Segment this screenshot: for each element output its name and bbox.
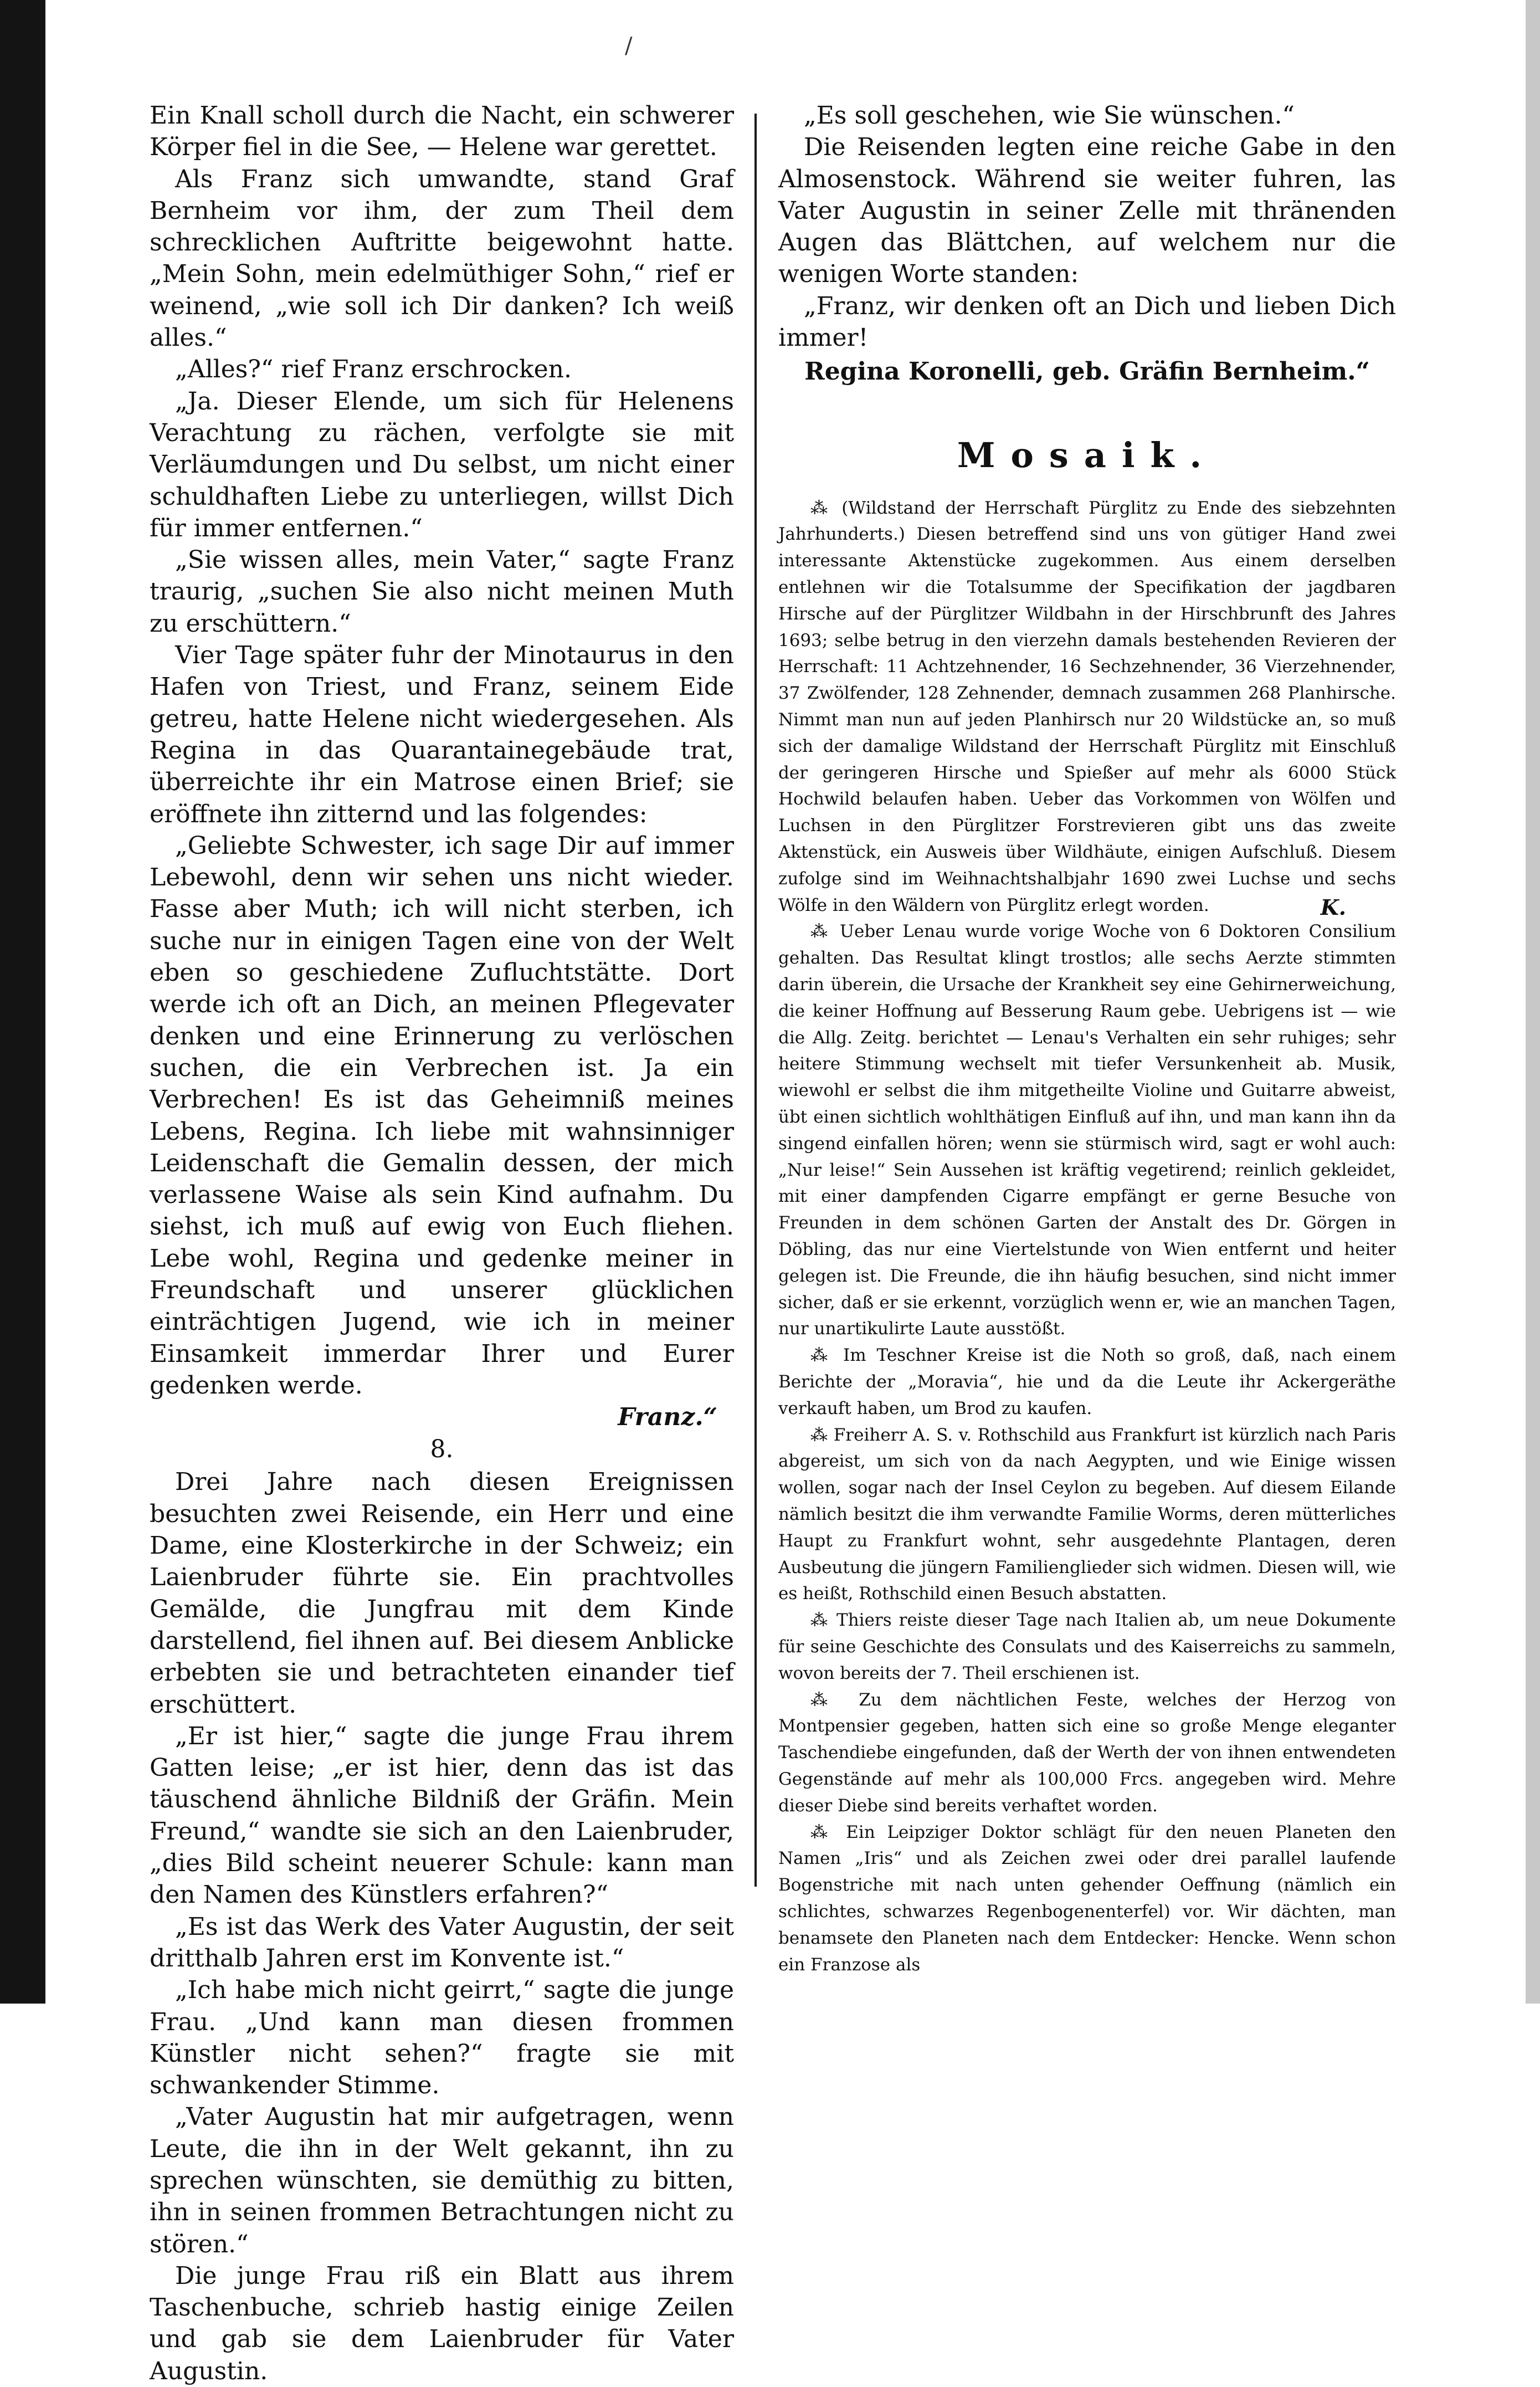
note-paragraph: „Franz, wir denken oft an Dich und lieben Dich immer! (778, 291, 1396, 352)
note-signature: Regina Koronelli, geb. Gräfin Bernheim.“ (804, 357, 1370, 386)
column-divider (754, 114, 757, 1887)
letter-signature-name: Franz.“ (618, 1403, 717, 1432)
paragraph: Die Reisenden legten eine reiche Gabe in den Almosenstock. Während sie weiter fuhren, las Vater Augustin in seiner Zelle mit thränenden Augen das Blättchen, auf welchem nur die wenigen Worte standen: (778, 133, 1396, 289)
paragraph: Als Franz sich umwandte, stand Graf Bernheim vor ihm, der zum Theil dem schrecklichen Auftritte beigewohnt hatte. „Mein Sohn, mein edelmüthiger Sohn,“ rief er weinend, „wie soll ich Dir danken? Ich weiß alles.“ (150, 165, 734, 352)
news-item: ⁂ Ueber Lenau wurde vorige Woche von 6 Doktoren Consilium gehalten. Das Resultat klingt trostlos; alle sechs Aerzte stimmten darin überein, die Ursache der Krankheit sey eine Gehirnerweichung, die keiner Hoffnung auf Besserung Raum gebe. Uebrigens ist — wie die Allg. Zeitg. berichtet — Lenau's Verhalten ein sehr ruhiges; sehr heitere Stimmung wechselt mit tiefer Versunkenheit ab. Musik, wiewohl er selbst die ihm mitgetheilte Violine und Guitarre abweist, übt einen sichtlich wohlthätigen Einfluß auf ihn, und man kann ihn da singend einfallen hören; wenn sie stürmisch wird, sagt er wohl auch: „Nur leise!“ Sein Aussehen ist kräftig vegetirend; reinlich gekleidet, mit einer dampfenden Cigarre empfängt er gerne Besuche von Freunden in dem schönen Garten der Anstalt des Dr. Görgen in Döbling, das nur eine Viertelstunde von Wien entfernt und heiter gelegen ist. Die Freunde, die ihn häufig besuchen, sind nicht immer sicher, daß er sie erkennt, vorzüglich wenn er, wie an manchen Tagen, nur unartikulirte Laute ausstößt. (778, 921, 1396, 1339)
page-mark: / (625, 33, 633, 59)
paragraph: „Alles?“ rief Franz erschrocken. (175, 355, 572, 384)
paragraph: „Vater Augustin hat mir aufgetragen, wenn Leute, die ihn in der Welt gekannt, ihn zu sprechen wünschten, sie demüthig zu bitten, ihn in seinen frommen Betrachtungen nicht zu stören.“ (150, 2103, 734, 2258)
paragraph: Die junge Frau riß ein Blatt aus ihrem Taschenbuche, schrieb hastig einige Zeilen und gab sie dem Laienbruder für Vater Augustin. (150, 2261, 734, 2385)
paragraph: Vier Tage später fuhr der Minotaurus in den Hafen von Triest, und Franz, seinem Eide getreu, hatte Helene nicht wiedergesehen. Als Regina in das Quarantainegebäude trat, überreichte ihr ein Matrose einen Brief; sie eröffnete ihn zitternd und las folgendes: (150, 641, 734, 828)
right-column (778, 100, 1396, 1978)
section-heading: Mosaik. (957, 434, 1218, 475)
paragraph: „Er ist hier,“ sagte die junge Frau ihrem Gatten leise; „er ist hier, denn das ist das täuschend ähnliche Bildniß der Gräfin. Mein Freund,“ wandte sie sich an den Laienbruder, „dies Bild scheint neuerer Schule: kann man den Namen des Künstlers erfahren?“ (150, 1722, 734, 1909)
left-column (150, 100, 734, 2387)
scan-left-border (0, 0, 45, 2004)
news-item: ⁂ Thiers reiste dieser Tage nach Italien ab, um neue Dokumente für seine Geschichte des Consulats und des Kaiserreichs zu sammeln, wovon bereits der 7. Theil erschienen ist. (778, 1610, 1396, 1683)
paragraph: Ein Knall scholl durch die Nacht, ein schwerer Körper fiel in die See, — Helene war gerettet. (150, 101, 734, 162)
paragraph: „Ich habe mich nicht geirrt,“ sagte die junge Frau. „Und kann man diesen frommen Künstler nicht sehen?“ fragte sie mit schwankender Stimme. (150, 1976, 734, 2100)
news-item: ⁂ Ein Leipziger Doktor schlägt für den neuen Planeten den Namen „Iris“ und als Zeichen zwei oder drei parallel laufende Bogenstriche mit nach unten gehender Oeffnung (nämlich ein schlichtes, schwarzes Regenbogenenterfel) vor. Wir dächten, man benamsete den Planeten nach dem Entdecker: Hencke. Wenn schon ein Franzose als (778, 1822, 1396, 1975)
letter-paragraph: „Geliebte Schwester, ich sage Dir auf immer Lebewohl, denn wir sehen uns nicht wieder. Fasse aber Muth; ich will nicht sterben, ich suche nur in einigen Tagen eine von der Welt eben so geschiedene Zufluchtstätte. Dort werde ich oft an Dich, an meinen Pflegevater denken und eine Erinnerung zu verlöschen suchen, die ein Verbrechen ist. Ja ein Verbrechen! Es ist das Geheimniß meines Lebens, Regina. Ich liebe mit wahnsinniger Leidenschaft die Gemalin dessen, der mich verlassene Waise als sein Kind aufnahm. Du siehst, ich muß auf ewig von Euch fliehen. Lebe wohl, Regina und gedenke meiner in Freundschaft und unserer glücklichen einträchtigen Jugend, wie ich in meiner Einsamkeit immerdar Ihrer und Eurer gedenken werde. (150, 831, 734, 1400)
letter-signature (150, 1401, 734, 1433)
paragraph: Drei Jahre nach diesen Ereignissen besuchten zwei Reisende, ein Herr und eine Dame, eine Klosterkirche in der Schweiz; ein Laienbruder führte sie. Ein prachtvolles Gemälde, die Jungfrau mit dem Kinde darstellend, fiel ihnen auf. Bei diesem Anblicke erbebten sie und betrachteten einander tief erschüttert. (150, 1468, 734, 1719)
news-item: ⁂ Zu dem nächtlichen Feste, welches der Herzog von Montpensier gegeben, hatten sich eine so große Menge eleganter Taschendiebe eingefunden, daß der Werth der von ihnen entwendeten Gegenstände auf mehr als 100,000 Frcs. angegeben wird. Mehre dieser Diebe sind bereits verhaftet worden. (778, 1689, 1396, 1816)
news-item: ⁂ Freiherr A. S. v. Rothschild aus Frankfurt ist kürzlich nach Paris abgereist, um sich von da nach Aegypten, und wie Einige wissen wollen, sogar nach der Insel Ceylon zu begeben. Auf diesem Eilande nämlich besitzt die ihm verwandte Familie Worms, deren mütterliches Haupt zu Frankfurt wohnt, sehr ausgedehnte Plantagen, deren Ausbeutung die jüngern Familienglieder sich widmen. Diesen will, wie es heißt, Rothschild einen Besuch abstatten. (778, 1425, 1396, 1604)
scan-right-edge (1526, 0, 1540, 2004)
paragraph: „Es soll geschehen, wie Sie wünschen.“ (804, 101, 1295, 130)
section-number: 8. (430, 1435, 454, 1464)
news-item: ⁂ (Wildstand der Herrschaft Pürglitz zu Ende des siebzehnten Jahrhunderts.) Diesen betreffend sind uns von gütiger Hand zwei interessante Aktenstücke zugekommen. Aus einem derselben entlehnen wir die Totalsumme der Specifikation der jagdbaren Hirsche auf der Pürglitzer Wildbahn in der Hirschbrunft des Jahres 1693; selbe betrug in den vierzehn damals bestehenden Revieren der Herrschaft: 11 Achtzehnender, 16 Sechzehnender, 36 Vierzehnender, 37 Zwölfender, 128 Zehnender, demnach zusammen 268 Planhirsche. Nimmt man nun auf jeden Planhirsch nur 20 Wildstücke an, so muß sich der damalige Wildstand der Herrschaft Pürglitz mit Einschluß der geringeren Hirsche und Spießer auf mehr als 6000 Stück Hochwild belaufen haben. Ueber das Vorkommen von Wölfen und Luchsen in den Pürglitzer Forstrevieren gibt uns das zweite Aktenstück, ein Ausweis über Wildhäute, einigen Aufschluß. Diesem zufolge sind im Weihnachtshalbjahr 1690 zwei Luchse und sechs Wölfe in den Wäldern von Pürglitz erlegt worden. (778, 498, 1396, 915)
paragraph: „Es ist das Werk des Vater Augustin, der seit dritthalb Jahren erst im Konvente ist.“ (150, 1912, 734, 1973)
paragraph: „Sie wissen alles, mein Vater,“ sagte Franz traurig, „suchen Sie also nicht meinen Muth zu erschüttern.“ (150, 546, 734, 638)
news-item: ⁂ Im Teschner Kreise ist die Noth so groß, daß, nach einem Berichte der „Moravia“, hie und da die Leute ihr Ackergeräthe verkauft haben, um Brod zu kaufen. (778, 1345, 1396, 1418)
paragraph: „Ja. Dieser Elende, um sich für Helenens Verachtung zu rächen, verfolgte sie mit Verläumdungen und Du selbst, um nicht einer schuldhaften Liebe zu unterliegen, willst Dich für immer entfernen.“ (150, 387, 734, 542)
news-signoff: K. (1320, 895, 1346, 920)
